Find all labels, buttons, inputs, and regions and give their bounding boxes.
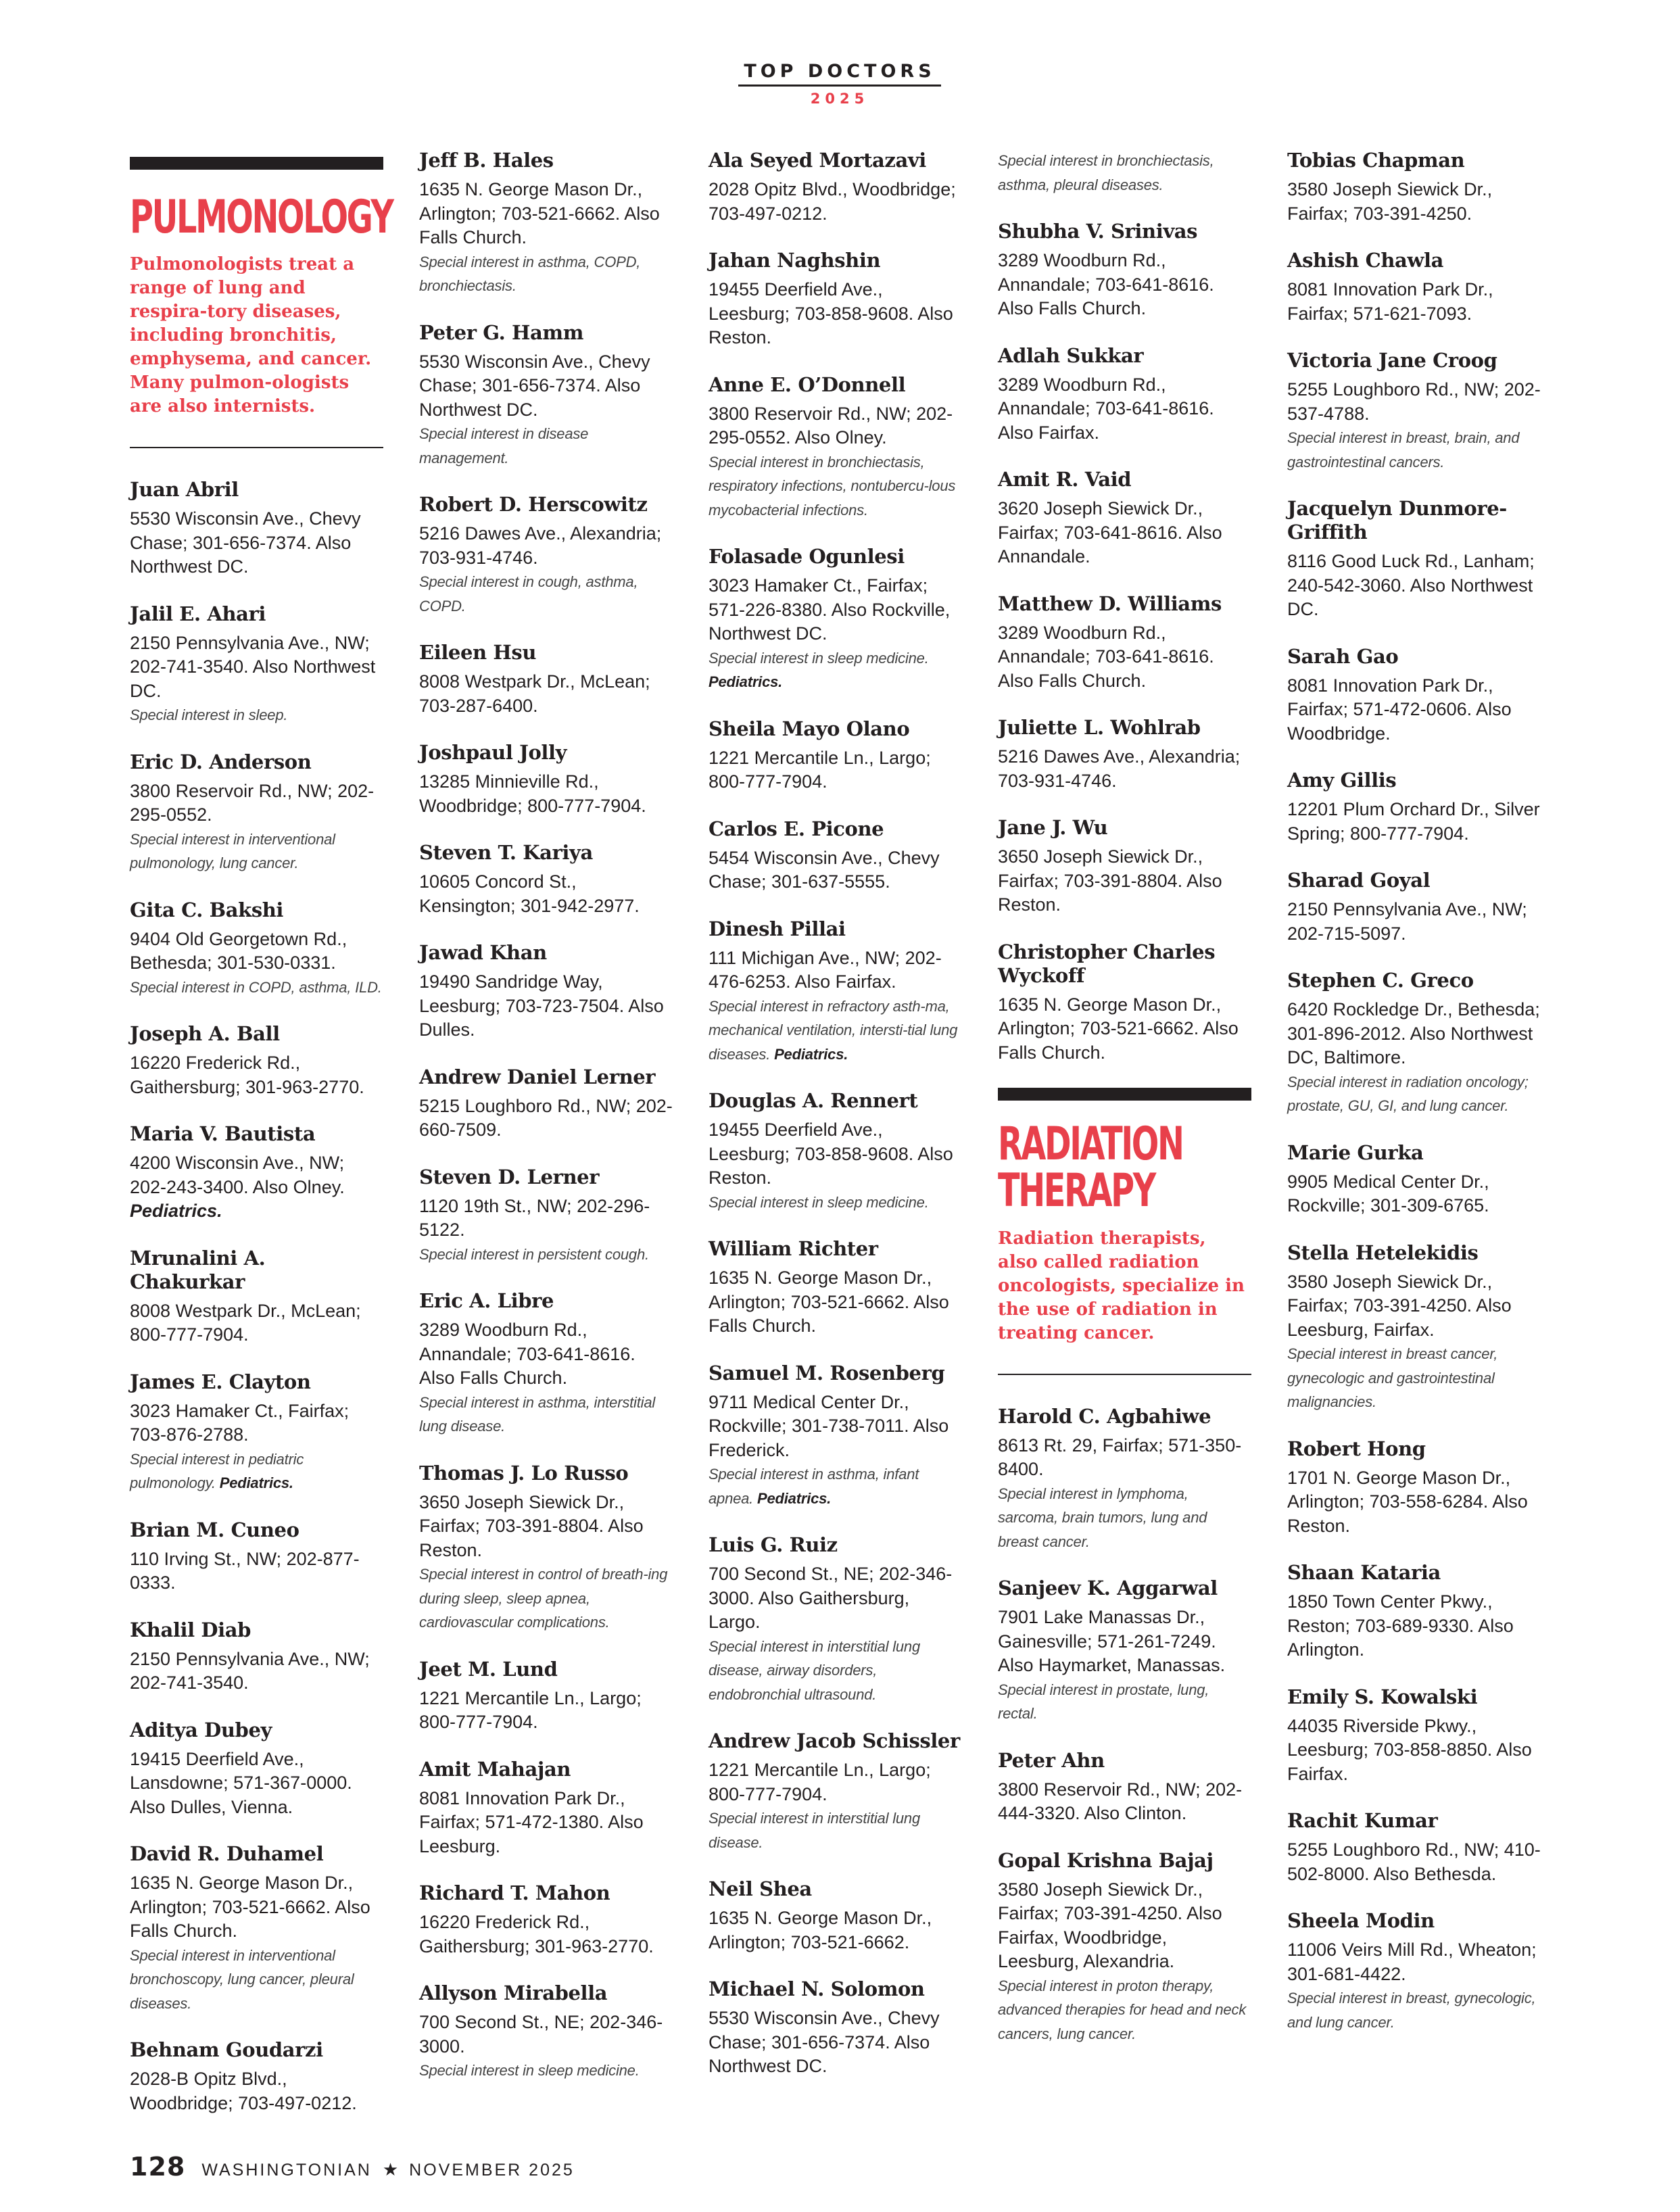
special-interest-text: Special interest in interstitial lung disease. [709, 1810, 920, 1851]
doctor-entry [419, 1165, 673, 1267]
special-interest-text: Special interest in radiation oncology; prostate, GU, GI, and lung cancer. [1287, 1073, 1529, 1114]
doctor-address: 3023 Hamaker Ct., Fairfax; 703-876-2788. [130, 1400, 350, 1445]
doctor-entry [1287, 1685, 1541, 1787]
section-divider [130, 447, 383, 448]
column-4 [998, 149, 1251, 2069]
doctor-entry [709, 1237, 962, 1339]
doctor-entry [130, 2038, 383, 2115]
doctor-name: Christopher Charles Wyckoff [998, 940, 1216, 987]
doctor-entry [709, 1089, 962, 1214]
doctor-name: Carlos E. Picone [709, 817, 884, 840]
doctor-address: 5216 Dawes Ave., Alexandria; 703-931-4746. [998, 746, 1241, 791]
special-interest [130, 703, 383, 727]
doctor-entry [709, 1729, 962, 1854]
running-header [738, 61, 941, 107]
section-bar [130, 157, 383, 170]
doctor-name: Jane J. Wu [998, 816, 1108, 839]
doctor-name: Amy Gillis [1287, 769, 1397, 792]
doctor-entry [130, 1718, 383, 1820]
doctor-name: Ashish Chawla [1287, 249, 1443, 272]
pediatrics-line [130, 1199, 383, 1224]
doctor-address: 9905 Medical Center Dr., Rockville; 301-309-6765. [1287, 1171, 1489, 1216]
section-title-radiation-therapy: RADIATION THERAPY [998, 1117, 1183, 1218]
doctor-address: 1850 Town Center Pkwy., Reston; 703-689-9330. Also Arlington. [1287, 1591, 1514, 1660]
doctor-name: Sheela Modin [1287, 1909, 1435, 1932]
special-interest [709, 1635, 962, 1707]
pediatrics-tag: Pediatrics. [709, 673, 783, 690]
column-1 [130, 149, 393, 2138]
special-interest [130, 827, 383, 875]
doctor-entry [709, 1362, 962, 1511]
doctor-address: 3289 Woodburn Rd., Annandale; 703-641-8616. Also Falls Church. [998, 622, 1214, 691]
doctor-name: Joseph A. Ball [130, 1022, 280, 1046]
special-interest-text: Special interest in asthma, interstitial lung disease. [419, 1393, 656, 1435]
doctor-entry [709, 917, 962, 1067]
doctor-entry [1287, 1561, 1541, 1662]
doctor-address: 1120 19th St., NW; 202-296-5122. [419, 1195, 650, 1240]
doctor-entry [419, 1658, 673, 1735]
doctor-entry [130, 898, 383, 1000]
doctor-address: 8081 Innovation Park Dr., Fairfax; 571-472-1380. Also Leesburg. [419, 1787, 644, 1856]
doctor-address: 5454 Wisconsin Ave., Chevy Chase; 301-637-5555. [709, 847, 940, 892]
doctor-address: 8081 Innovation Park Dr., Fairfax; 571-472-0606. Also Woodbridge. [1287, 675, 1512, 744]
doctor-address: 2150 Pennsylvania Ave., NW; 202-715-5097. [1287, 899, 1527, 944]
doctor-name: Rachit Kumar [1287, 1809, 1438, 1832]
section-description: Pulmonologists treat a range of lung and respira-tory diseases, including bronchitis, emphysema, and cancer. Many pulmon-ologists are also internists. [130, 254, 372, 417]
doctor-address: 19455 Deerfield Ave., Leesburg; 703-858-9608. Also Reston. [709, 1120, 953, 1188]
header-title: TOP DOCTORS [738, 61, 941, 87]
doctor-entry [419, 1065, 673, 1143]
doctor-address: 3580 Joseph Siewick Dr., Fairfax; 703-391-4250. [1287, 179, 1493, 224]
continued-note: Special interest in bronchiectasis, asthma, pleural diseases. [998, 152, 1214, 193]
doctor-name: Eric D. Anderson [130, 750, 312, 773]
doctor-address: 3023 Hamaker Ct., Fairfax; 571-226-8380. Also Rockville, Northwest DC. [709, 575, 951, 644]
doctor-entry [998, 1577, 1251, 1726]
doctor-list [998, 1405, 1251, 2046]
special-interest-text: Special interest in breast, brain, and gastrointestinal cancers. [1287, 429, 1520, 471]
doctor-name: Amit Mahajan [419, 1757, 571, 1781]
doctor-address: 4200 Wisconsin Ave., NW; 202-243-3400. Also Olney. [130, 1153, 345, 1197]
doctor-entry [1287, 1241, 1541, 1414]
doctor-name: Ala Seyed Mortazavi [709, 149, 926, 172]
doctor-address: 110 Irving St., NW; 202-877-0333. [130, 1548, 360, 1593]
doctor-entry [130, 1247, 383, 1347]
doctor-address: 3289 Woodburn Rd., Annandale; 703-641-8616. Also Falls Church. [419, 1320, 635, 1388]
doctor-name: Gopal Krishna Bajaj [998, 1848, 1214, 1872]
doctor-address: 8613 Rt. 29, Fairfax; 571-350-8400. [998, 1435, 1242, 1480]
doctor-entry [1287, 1141, 1541, 1218]
doctor-name: Matthew D. Williams [998, 592, 1222, 615]
doctor-name: Robert Hong [1287, 1437, 1426, 1460]
doctor-entry [709, 717, 962, 794]
special-interest [709, 1191, 962, 1215]
doctor-entry [419, 321, 673, 471]
pediatrics-tag: Pediatrics. [130, 1201, 222, 1222]
doctor-entry [998, 1405, 1251, 1554]
doctor-name: Steven T. Kariya [419, 841, 593, 864]
special-interest [1287, 426, 1541, 474]
doctor-address: 8008 Westpark Dr., McLean; 800-777-7904. [130, 1300, 361, 1345]
section-divider [998, 1374, 1251, 1375]
doctor-name: Victoria Jane Croog [1287, 349, 1497, 372]
doctor-address: 2150 Pennsylvania Ave., NW; 202-741-3540. Also Northwest DC. [130, 632, 376, 701]
doctor-list [1287, 149, 1541, 2034]
doctor-name: Andrew Daniel Lerner [419, 1065, 656, 1088]
doctor-entry [709, 1977, 962, 2079]
issue-date: NOVEMBER 2025 [409, 2161, 575, 2180]
special-interest-text: Special interest in prostate, lung, rectal. [998, 1681, 1209, 1723]
doctor-entry [709, 149, 962, 226]
doctor-name: Jawad Khan [419, 941, 547, 964]
doctor-address: 11006 Veirs Mill Rd., Wheaton; 301-681-4422. [1287, 1940, 1537, 1984]
doctor-name: Neil Shea [709, 1877, 812, 1900]
doctor-entry [998, 716, 1251, 793]
special-interest-text: Special interest in breast, gynecologic, and lung cancer. [1287, 1990, 1536, 2031]
special-interest [419, 1562, 673, 1635]
doctor-name: Gita C. Bakshi [130, 898, 284, 921]
doctor-entry [709, 545, 962, 694]
doctor-name: Sharad Goyal [1287, 869, 1431, 892]
pediatrics-line [709, 670, 962, 694]
doctor-entry [1287, 149, 1541, 226]
doctor-entry [130, 1370, 383, 1495]
doctor-address: 3620 Joseph Siewick Dr., Fairfax; 703-641-8616. Also Annandale. [998, 498, 1222, 567]
doctor-address: 9404 Old Georgetown Rd., Bethesda; 301-530-0331. [130, 928, 347, 973]
doctor-address: 8081 Innovation Park Dr., Fairfax; 571-621-7093. [1287, 279, 1493, 324]
doctor-list [130, 478, 383, 2115]
doctor-name: Steven D. Lerner [419, 1165, 600, 1188]
doctor-entry [998, 220, 1251, 321]
special-interest [709, 994, 962, 1067]
doctor-name: Emily S. Kowalski [1287, 1685, 1478, 1708]
doctor-name: Stella Hetelekidis [1287, 1241, 1479, 1264]
doctor-address: 10605 Concord St., Kensington; 301-942-2977. [419, 871, 640, 916]
doctor-address: 7901 Lake Manassas Dr., Gainesville; 571-261-7249. Also Haymarket, Manassas. [998, 1607, 1226, 1676]
doctor-entry [998, 592, 1251, 694]
doctor-entry [709, 1877, 962, 1954]
doctor-entry [709, 249, 962, 350]
doctor-address: 5215 Loughboro Rd., NW; 202-660-7509. [419, 1095, 673, 1140]
column-2 [419, 149, 673, 2106]
special-interest-text: Special interest in sleep medicine. [709, 649, 929, 667]
doctor-name: James E. Clayton [130, 1370, 311, 1393]
doctor-entry [419, 1462, 673, 1635]
doctor-name: William Richter [709, 1237, 878, 1260]
special-interest-text: Special interest in sleep medicine. [709, 1193, 929, 1211]
doctor-entry [709, 1533, 962, 1706]
special-interest-text: Special interest in refractory asth-ma, mechanical ventilation, intersti-tial lung diseases. [709, 997, 958, 1063]
special-interest-text: Special interest in sleep medicine. [419, 2062, 640, 2079]
header-year: 2025 [810, 91, 869, 107]
doctor-entry [1287, 349, 1541, 474]
doctor-entry [130, 750, 383, 875]
doctor-entry [419, 149, 673, 298]
doctor-name: Jahan Naghshin [709, 249, 881, 272]
doctor-name: Amit R. Vaid [998, 468, 1132, 491]
doctor-address: 1701 N. George Mason Dr., Arlington; 703-558-6284. Also Reston. [1287, 1467, 1528, 1536]
doctor-entry [709, 817, 962, 894]
special-interest [419, 422, 673, 470]
special-interest [419, 250, 673, 298]
doctor-entry [130, 1518, 383, 1595]
doctor-name: Harold C. Agbahiwe [998, 1404, 1211, 1428]
doctor-entry [1287, 497, 1541, 622]
doctor-address: 2028 Opitz Blvd., Woodbridge; 703-497-0212. [709, 179, 956, 224]
doctor-address: 16220 Frederick Rd., Gaithersburg; 301-963-2770. [419, 1912, 654, 1956]
doctor-name: Dinesh Pillai [709, 917, 846, 940]
special-interest [419, 1391, 673, 1439]
doctor-address: 2150 Pennsylvania Ave., NW; 202-741-3540. [130, 1648, 370, 1693]
special-interest-text: Special interest in pediatric pulmonology. [130, 1450, 304, 1492]
doctor-entry [998, 940, 1251, 1065]
special-interest-text: Special interest in asthma, infant apnea. [709, 1466, 919, 1507]
doctor-name: Douglas A. Rennert [709, 1089, 918, 1112]
special-interest-text: Special interest in bronchiectasis, respiratory infections, nontubercu-lous mycobacterial infections. [709, 453, 956, 519]
doctor-address: 1221 Mercantile Ln., Largo; 800-777-7904. [419, 1687, 642, 1732]
special-interest [1287, 1986, 1541, 2034]
doctor-entry [709, 373, 962, 523]
doctor-entry [130, 478, 383, 579]
doctor-name: Jacquelyn Dunmore-Griffith [1287, 497, 1507, 544]
doctor-entry [1287, 869, 1541, 946]
doctor-name: Stephen C. Greco [1287, 969, 1474, 992]
doctor-entry [998, 816, 1251, 917]
publication-name: WASHINGTONIAN [201, 2161, 372, 2180]
doctor-address: 3650 Joseph Siewick Dr., Fairfax; 703-391-8804. Also Reston. [419, 1491, 644, 1560]
doctor-name: Shaan Kataria [1287, 1561, 1441, 1584]
doctor-address: 111 Michigan Ave., NW; 202-476-6253. Also Fairfax. [709, 947, 942, 992]
column-5 [1287, 149, 1541, 2057]
special-interest [998, 1678, 1251, 1726]
doctor-name: Sheila Mayo Olano [709, 717, 910, 740]
doctor-name: Richard T. Mahon [419, 1881, 610, 1904]
doctor-name: David R. Duhamel [130, 1842, 324, 1866]
doctor-name: Anne E. O’Donnell [709, 372, 906, 396]
special-interest [998, 1974, 1251, 2046]
doctor-address: 1635 N. George Mason Dr., Arlington; 703-521-6662. Also Falls Church. [709, 1268, 949, 1336]
doctor-name: Michael N. Solomon [709, 1977, 925, 2000]
doctor-name: Adlah Sukkar [998, 343, 1144, 367]
doctor-list [709, 149, 962, 2079]
doctor-entry [998, 468, 1251, 569]
doctor-entry [419, 641, 673, 718]
column-3 [709, 149, 962, 2102]
doctor-entry [419, 1758, 673, 1859]
special-interest [998, 1482, 1251, 1554]
doctor-address: 5255 Loughboro Rd., NW; 202-537-4788. [1287, 379, 1541, 424]
doctor-entry [419, 1881, 673, 1958]
special-interest [1287, 1342, 1541, 1414]
star-icon: ★ [382, 2159, 399, 2180]
doctor-name: Shubha V. Srinivas [998, 220, 1198, 243]
doctor-name: Khalil Diab [130, 1618, 251, 1641]
pediatrics-tag: Pediatrics. [774, 1045, 848, 1063]
doctor-entry [998, 1849, 1251, 2046]
doctor-address: 3580 Joseph Siewick Dr., Fairfax; 703-391-4250. Also Leesburg, Fairfax. [1287, 1271, 1512, 1340]
doctor-list [419, 149, 673, 2083]
doctor-address: 12201 Plum Orchard Dr., Silver Spring; 800-777-7904. [1287, 799, 1540, 844]
doctor-entry [419, 841, 673, 918]
doctor-address: 3289 Woodburn Rd., Annandale; 703-641-8616. Also Fairfax. [998, 374, 1214, 443]
special-interest-text: Special interest in disease management. [419, 425, 589, 466]
doctor-entry [1287, 645, 1541, 746]
doctor-address: 19455 Deerfield Ave., Leesburg; 703-858-9608. Also Reston. [709, 279, 953, 347]
special-interest [709, 450, 962, 523]
doctor-entry [130, 602, 383, 727]
doctor-name: Andrew Jacob Schissler [709, 1729, 960, 1752]
special-interest-text: Special interest in cough, asthma, COPD. [419, 573, 638, 615]
special-interest-text: Special interest in COPD, asthma, ILD. [130, 978, 382, 996]
doctor-entry [419, 1289, 673, 1439]
doctor-entry [130, 1618, 383, 1696]
doctor-address: 5255 Loughboro Rd., NW; 410-502-8000. Also Bethesda. [1287, 1840, 1541, 1884]
special-interest-text: Special interest in interstitial lung disease, airway disorders, endobronchial ultrasound. [709, 1637, 920, 1703]
doctor-entry [130, 1122, 383, 1224]
doctor-name: Brian M. Cuneo [130, 1518, 299, 1541]
pediatrics-tag: Pediatrics. [219, 1474, 293, 1492]
doctor-name: Samuel M. Rosenberg [709, 1361, 945, 1385]
special-interest [1287, 1070, 1541, 1118]
doctor-entry [419, 1981, 673, 2083]
doctor-address: 5216 Dawes Ave., Alexandria; 703-931-4746. [419, 523, 662, 568]
doctor-address: 19415 Deerfield Ave., Lansdowne; 571-367-0000. Also Dulles, Vienna. [130, 1748, 352, 1817]
doctor-address: 8008 Westpark Dr., McLean; 703-287-6400. [419, 671, 650, 716]
doctor-name: Sarah Gao [1287, 644, 1399, 668]
doctor-entry [1287, 969, 1541, 1118]
special-interest-text: Special interest in proton therapy, advanced therapies for head and neck cancers, lung cancer. [998, 1977, 1247, 2042]
doctor-address: 3650 Joseph Siewick Dr., Fairfax; 703-391-8804. Also Reston. [998, 846, 1222, 915]
doctor-entry [419, 741, 673, 818]
doctor-name: Jeet M. Lund [419, 1657, 558, 1681]
doctor-name: Tobias Chapman [1287, 149, 1465, 172]
doctor-name: Robert D. Herscowitz [419, 493, 648, 516]
doctor-address: 1221 Mercantile Ln., Largo; 800-777-7904. [709, 1760, 931, 1804]
doctor-name: Allyson Mirabella [419, 1981, 608, 2004]
doctor-address: 9711 Medical Center Dr., Rockville; 301-738-7011. Also Frederick. [709, 1391, 949, 1460]
page-number: 128 [130, 2152, 186, 2182]
doctor-list [998, 220, 1251, 1065]
doctor-name: Eric A. Libre [419, 1289, 554, 1312]
doctor-name: Peter Ahn [998, 1748, 1105, 1772]
doctor-name: Juan Abril [130, 478, 239, 502]
doctor-address: 1635 N. George Mason Dr., Arlington; 703-521-6662. Also Falls Church. [998, 994, 1239, 1063]
doctor-name: Jeff B. Hales [419, 149, 554, 172]
doctor-address: 5530 Wisconsin Ave., Chevy Chase; 301-656-7374. Also Northwest DC. [130, 508, 361, 577]
special-interest [419, 570, 673, 618]
doctor-address: 44035 Riverside Pkwy., Leesburg; 703-858-8850. Also Fairfax. [1287, 1715, 1532, 1784]
doctor-address: 3289 Woodburn Rd., Annandale; 703-641-8616. Also Falls Church. [998, 250, 1214, 318]
special-interest-text: Special interest in lymphoma, sarcoma, brain tumors, lung and breast cancer. [998, 1485, 1207, 1550]
special-interest [709, 646, 962, 671]
doctor-entry [1287, 1809, 1541, 1886]
doctor-address: 700 Second St., NE; 202-346-3000. [419, 2012, 663, 2057]
doctor-address: 5530 Wisconsin Ave., Chevy Chase; 301-656-7374. Also Northwest DC. [709, 2008, 940, 2076]
special-interest [419, 1243, 673, 1267]
doctor-address: 1635 N. George Mason Dr., Arlington; 703-521-6662. [709, 1908, 932, 1952]
doctor-name: Luis G. Ruiz [709, 1533, 838, 1556]
doctor-entry [419, 941, 673, 1042]
doctor-address: 1635 N. George Mason Dr., Arlington; 703-521-6662. Also Falls Church. [419, 179, 660, 247]
doctor-address: 3800 Reservoir Rd., NW; 202-444-3320. Also Clinton. [998, 1779, 1243, 1824]
doctor-name: Sanjeev K. Aggarwal [998, 1577, 1218, 1600]
doctor-entry [130, 1022, 383, 1099]
doctor-address: 13285 Minnieville Rd., Woodbridge; 800-777-7904. [419, 771, 646, 816]
special-interest-text: Special interest in interventional pulmonology, lung cancer. [130, 830, 335, 872]
doctor-address: 19490 Sandridge Way, Leesburg; 703-723-7504. Also Dulles. [419, 971, 664, 1040]
special-interest-text: Special interest in sleep. [130, 706, 288, 724]
doctor-name: Maria V. Bautista [130, 1122, 316, 1146]
doctor-entry [419, 493, 673, 618]
special-interest [709, 1806, 962, 1854]
doctor-address: 3800 Reservoir Rd., NW; 202-295-0552. [130, 780, 375, 825]
doctor-address: 5530 Wisconsin Ave., Chevy Chase; 301-656-7374. Also Northwest DC. [419, 351, 650, 420]
doctor-name: Marie Gurka [1287, 1140, 1424, 1164]
doctor-name: Aditya Dubey [130, 1718, 272, 1741]
doctor-name: Jalil E. Ahari [130, 602, 266, 625]
special-interest [419, 2059, 673, 2083]
special-interest-text: Special interest in asthma, COPD, bronchiectasis. [419, 253, 641, 294]
doctor-name: Behnam Goudarzi [130, 2038, 323, 2062]
doctor-name: Juliette L. Wohlrab [998, 716, 1201, 739]
section-title-pulmonology: PULMONOLOGY [130, 191, 393, 244]
doctor-address: 6420 Rockledge Dr., Bethesda; 301-896-2012. Also Northwest DC, Baltimore. [1287, 999, 1540, 1067]
special-interest [709, 1462, 962, 1510]
doctor-name: Folasade Ogunlesi [709, 545, 905, 568]
special-interest-text: Special interest in control of breath-ing during sleep, sleep apnea, cardiovascular complications. [419, 1566, 668, 1631]
section-description: Radiation therapists, also called radiation oncologists, specialize in the use of radiation in treating cancer. [998, 1228, 1245, 1343]
special-interest-text: Special interest in persistent cough. [419, 1245, 649, 1263]
doctor-address: 8116 Good Luck Rd., Lanham; 240-542-3060. Also Northwest DC. [1287, 551, 1535, 619]
doctor-address: 1221 Mercantile Ln., Largo; 800-777-7904. [709, 747, 931, 792]
doctor-entry [1287, 1909, 1541, 2034]
section-bar [998, 1088, 1251, 1101]
doctor-name: Mrunalini A. Chakurkar [130, 1246, 266, 1293]
doctor-address: 3800 Reservoir Rd., NW; 202-295-0552. Also Olney. [709, 403, 953, 448]
doctor-entry [1287, 769, 1541, 846]
pediatrics-tag: Pediatrics. [757, 1489, 832, 1507]
doctor-entry [1287, 249, 1541, 326]
special-interest [130, 976, 383, 1000]
special-interest [130, 1944, 383, 2016]
doctor-name: Thomas J. Lo Russo [419, 1461, 629, 1485]
doctor-entry [998, 1749, 1251, 1826]
doctor-name: Eileen Hsu [419, 641, 537, 664]
doctor-address: 16220 Frederick Rd., Gaithersburg; 301-963-2770. [130, 1053, 364, 1097]
doctor-address: 700 Second St., NE; 202-346-3000. Also Gaithersburg, Largo. [709, 1564, 953, 1632]
doctor-entry [998, 344, 1251, 446]
special-interest-text: Special interest in interventional bronchoscopy, lung cancer, pleural diseases. [130, 1946, 354, 2012]
special-interest-text: Special interest in breast cancer, gynecologic and gastrointestinal malignancies. [1287, 1345, 1498, 1410]
special-interest [130, 1447, 383, 1495]
doctor-address: 2028-B Opitz Blvd., Woodbridge; 703-497-0212. [130, 2069, 357, 2113]
doctor-name: Joshpaul Jolly [419, 741, 567, 764]
doctor-entry [130, 1842, 383, 2015]
doctor-address: 1635 N. George Mason Dr., Arlington; 703-521-6662. Also Falls Church. [130, 1873, 370, 1942]
doctor-name: Peter G. Hamm [419, 320, 583, 344]
doctor-address: 3580 Joseph Siewick Dr., Fairfax; 703-391-4250. Also Fairfax, Woodbridge, Leesburg, Alexandria. [998, 1879, 1222, 1972]
page-footer [130, 2152, 575, 2182]
doctor-entry [1287, 1437, 1541, 1539]
